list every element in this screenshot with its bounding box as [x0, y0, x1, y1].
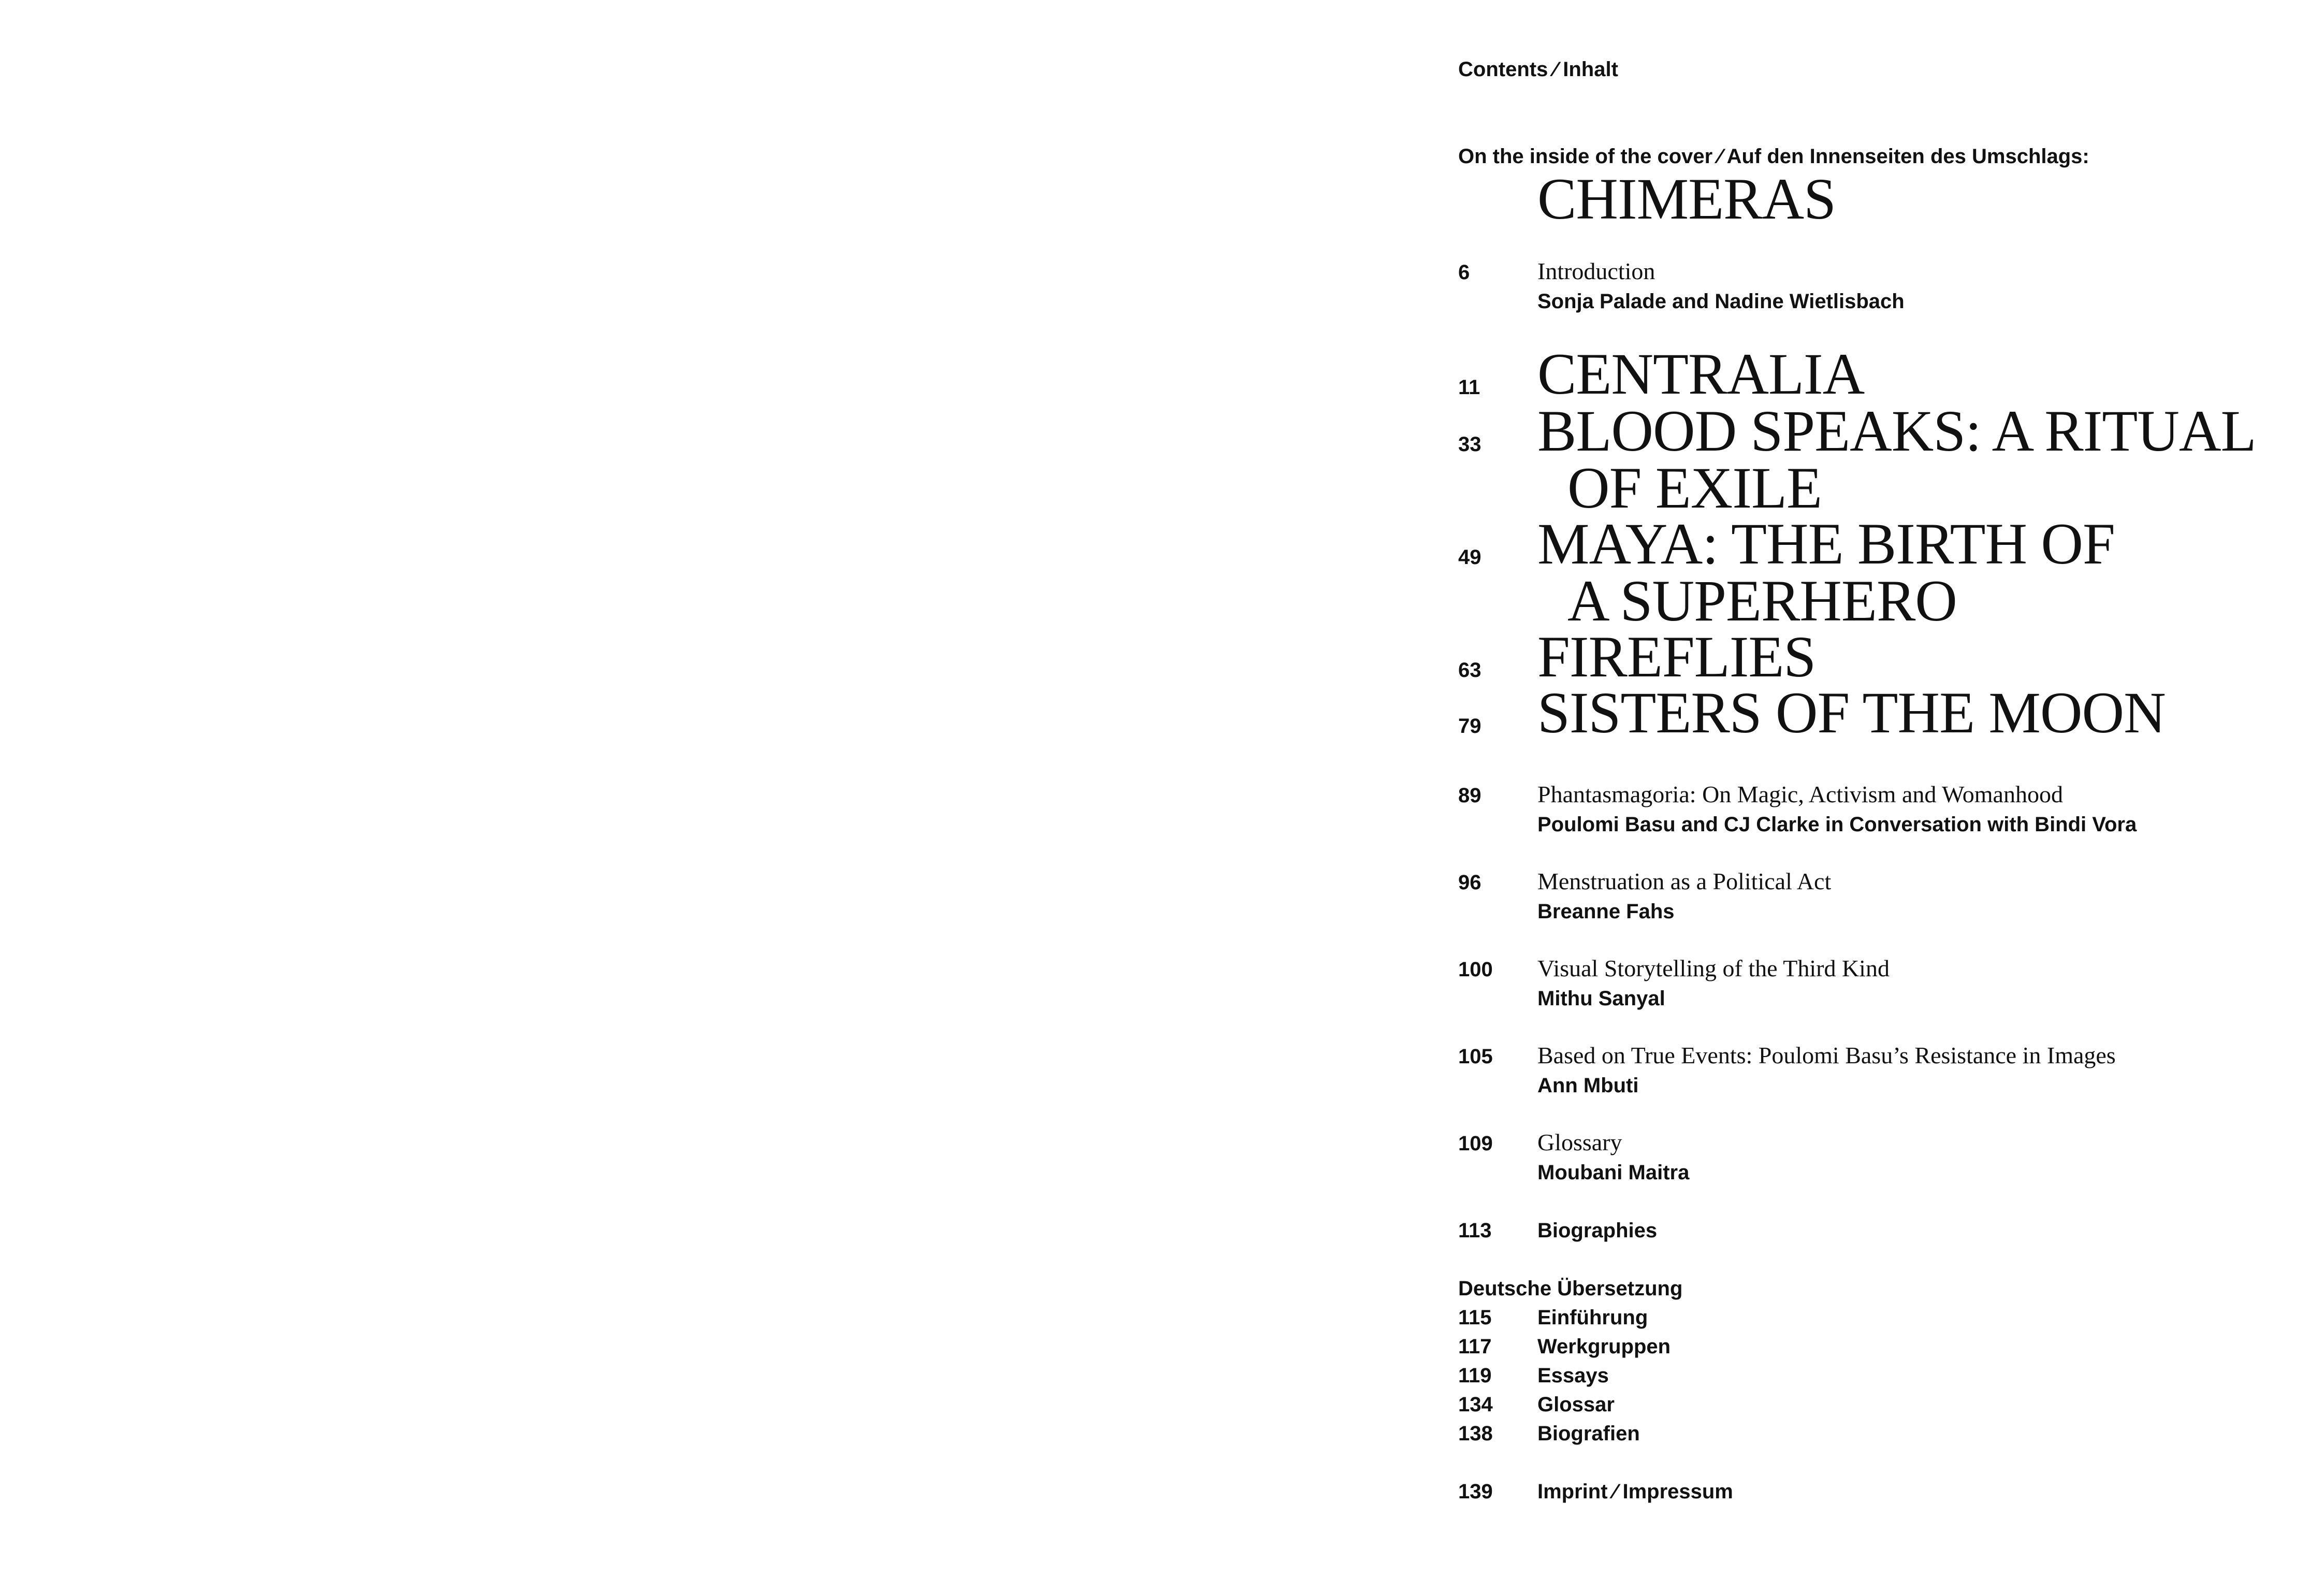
essay-page-number: 105	[1458, 1045, 1493, 1068]
work-page-number: 79	[1458, 715, 1481, 738]
essay-author: Breanne Fahs	[1537, 900, 1675, 923]
essay-title: Phantasmagoria: On Magic, Activism and Womanhood	[1537, 781, 2063, 807]
work-title: SISTERS OF THE MOON	[1537, 681, 2166, 745]
work-page-number: 33	[1458, 433, 1481, 456]
german-page-number: 119	[1458, 1364, 1492, 1387]
work-page-number: 63	[1458, 659, 1481, 682]
essay-title: Menstruation as a Political Act	[1537, 868, 1832, 894]
intro-author: Sonja Palade and Nadine Wietlisbach	[1537, 290, 1905, 313]
german-page-number: 115	[1458, 1306, 1492, 1329]
essay-title: Based on True Events: Poulomi Basu’s Resistance in Images	[1537, 1042, 2116, 1068]
biographies-page-number: 113	[1458, 1219, 1492, 1242]
biographies-label: Biographies	[1537, 1219, 1658, 1242]
german-page-number: 117	[1458, 1335, 1492, 1358]
german-item-label: Essays	[1537, 1364, 1609, 1387]
imprint-page-number: 139	[1458, 1480, 1493, 1503]
imprint-label: Imprint ⁄ Impressum	[1537, 1480, 1733, 1503]
german-item-label: Glossar	[1537, 1393, 1615, 1416]
essay-title: Glossary	[1537, 1129, 1622, 1155]
essay-title: Visual Storytelling of the Third Kind	[1537, 955, 1890, 981]
work-page-number: 11	[1458, 376, 1480, 399]
essay-author: Poulomi Basu and CJ Clarke in Conversation with Bindi Vora	[1537, 813, 2137, 836]
essay-page-number: 89	[1458, 784, 1481, 807]
work-title: BLOOD SPEAKS: A RITUAL OF EXILE	[1537, 399, 2256, 521]
intro-page-number: 6	[1458, 261, 1470, 284]
intro-title: Introduction	[1537, 258, 1655, 284]
german-item-label: Einführung	[1537, 1306, 1648, 1329]
essay-page-number: 100	[1458, 958, 1493, 981]
work-title: CENTRALIA	[1537, 342, 1865, 407]
work-title: FIREFLIES	[1537, 625, 1816, 689]
work-page-number: 49	[1458, 546, 1481, 569]
work-title: MAYA: THE BIRTH OF A SUPERHERO	[1537, 512, 2115, 633]
german-page-number: 138	[1458, 1422, 1493, 1445]
essay-page-number: 109	[1458, 1132, 1493, 1155]
german-item-label: Biografien	[1537, 1422, 1640, 1445]
german-item-label: Werkgruppen	[1537, 1335, 1671, 1358]
german-section-heading: Deutsche Übersetzung	[1458, 1277, 1683, 1300]
contents-heading: Contents ⁄ Inhalt	[1458, 58, 1618, 81]
essay-author: Mithu Sanyal	[1537, 987, 1665, 1010]
cover-note-label: On the inside of the cover ⁄ Auf den Innenseiten des Umschlags:	[1458, 145, 2089, 168]
essay-page-number: 96	[1458, 871, 1481, 894]
cover-title: CHIMERAS	[1537, 167, 1836, 232]
essay-author: Ann Mbuti	[1537, 1074, 1639, 1097]
essay-author: Moubani Maitra	[1537, 1161, 1690, 1184]
german-page-number: 134	[1458, 1393, 1493, 1416]
